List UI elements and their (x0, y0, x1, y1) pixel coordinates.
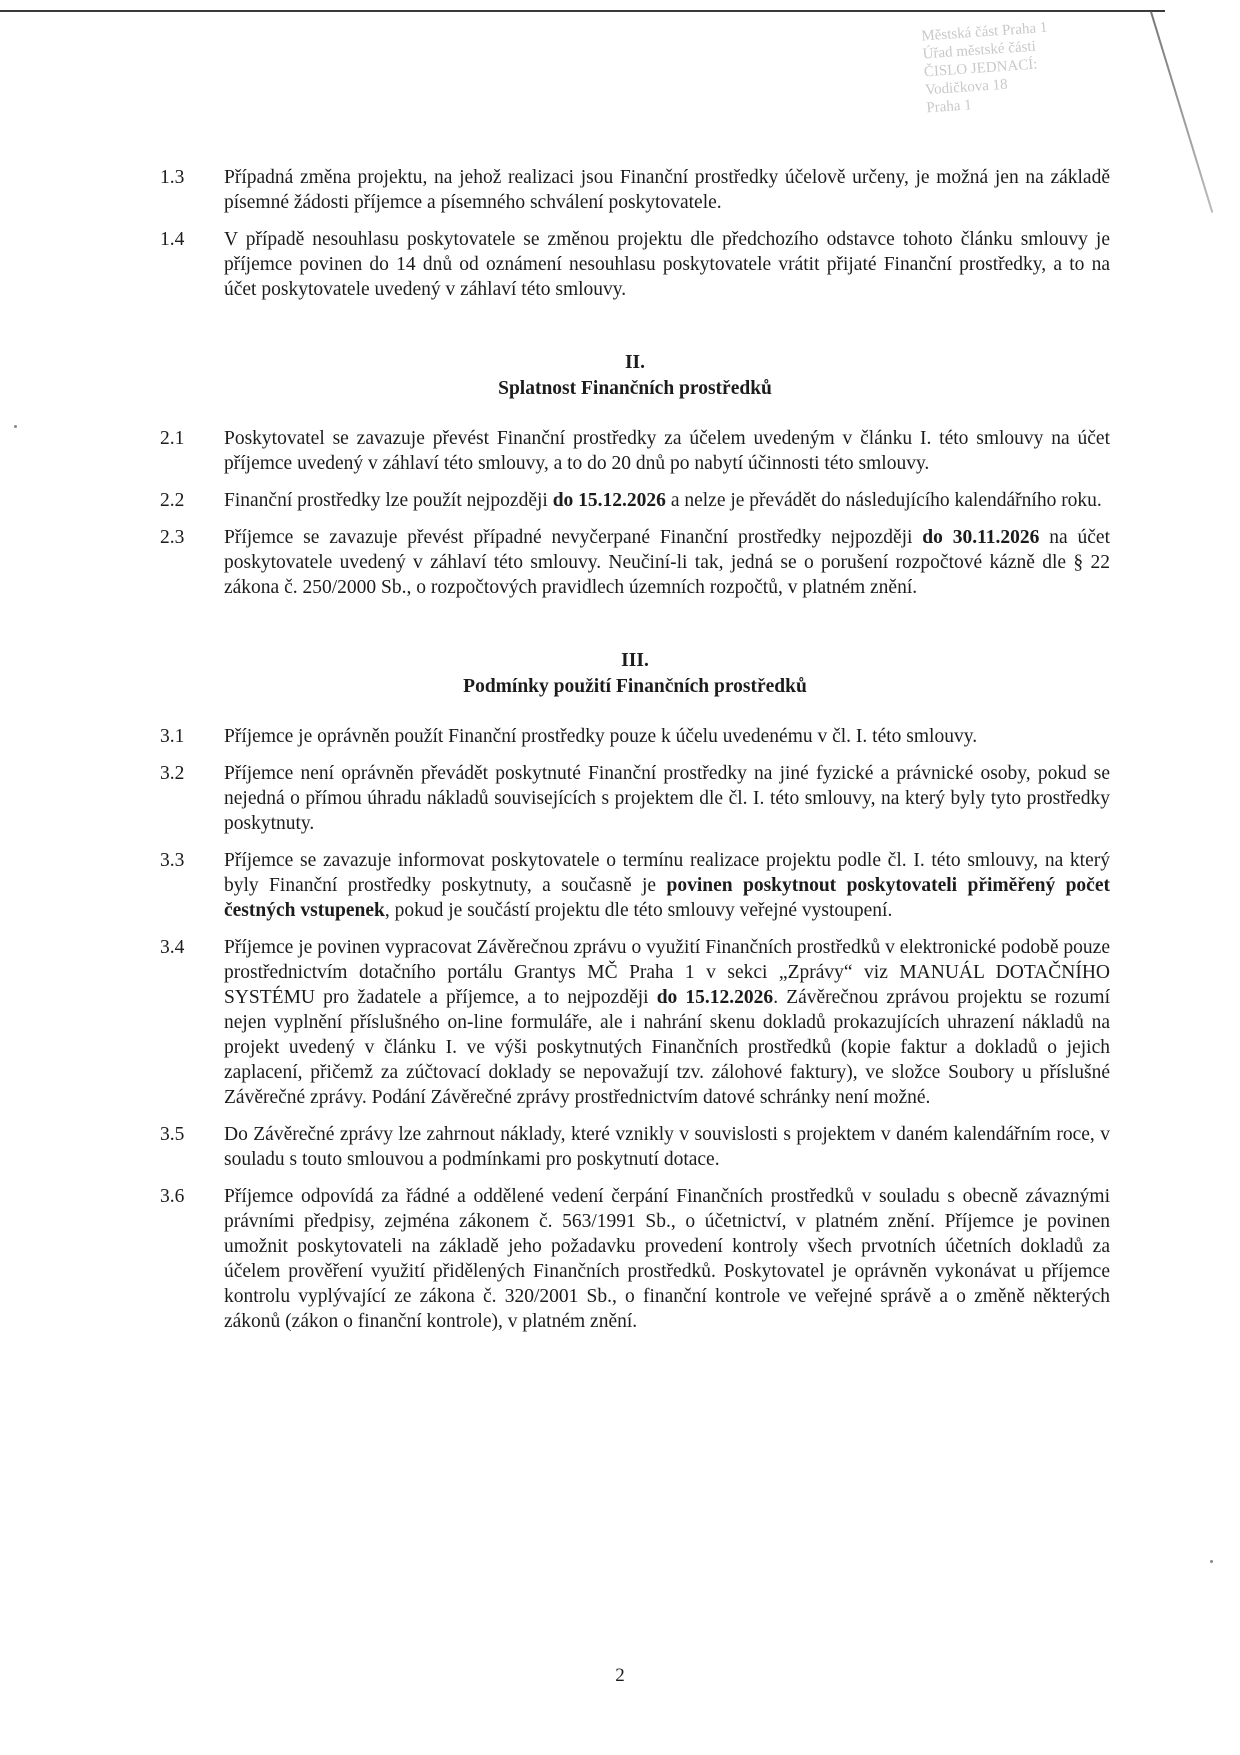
text-run: , pokud je součástí projektu dle této smlouvy veřejné vystoupení. (384, 900, 893, 921)
clause-number: 3.2 (160, 763, 185, 784)
clause-2-1 (160, 426, 1110, 476)
clause-number: 3.3 (160, 850, 185, 871)
clause-text (224, 488, 1110, 513)
stamp-line: Vodičkova 18 (924, 76, 1009, 99)
top-scan-rule (0, 10, 1165, 12)
clause-number: 3.5 (160, 1124, 185, 1145)
text-run: na účet poskytovatele uvedený v záhlaví této smlouvy. Neučiní-li tak, jedná se o porušení rozpočtové kázně dle § 22 zákona č. 250/2000 Sb., o rozpočtových pravidlech územních rozpočtů, v platném znění. (224, 527, 1110, 598)
stamp-line: ČISLO JEDNACÍ: (923, 56, 1038, 81)
clause-text (224, 525, 1110, 600)
clause-2-2 (160, 488, 1110, 513)
bold-deadline: do 15.12.2026 (552, 490, 666, 511)
document-body (160, 165, 1110, 1346)
clause-text: Do Závěrečné zprávy lze zahrnout náklady, které vznikly v souvislosti s projektem v daném kalendářním roce, v souladu s touto smlouvou a podmínkami pro poskytnutí dotace. (224, 1124, 1110, 1170)
clause-3-6 (160, 1184, 1110, 1334)
text-run: Finanční prostředky lze použít nejpozději (224, 490, 553, 511)
clause-text: Příjemce není oprávněn převádět poskytnuté Finanční prostředky na jiné fyzické a právnické osoby, pokud se nejedná o přímou úhradu nákladů souvisejících s projektem dle čl. I. této smlouvy, na který byly tyto prostředky poskytnuty. (224, 763, 1110, 834)
section-title: Podmínky použití Finančních prostředků (463, 676, 807, 697)
clause-text: V případě nesouhlasu poskytovatele se změnou projektu dle předchozího odstavce tohoto článku smlouvy je příjemce povinen do 14 dnů od oznámení nesouhlasu poskytovatele vrátit přijaté Finanční prostředky, a to na účet poskytovatele uvedený v záhlaví této smlouvy. (224, 229, 1110, 300)
text-run: Příjemce se zavazuje informovat poskytovatele o termínu realizace projektu podle čl. I. této smlouvy, na který byly Finanční prostředky poskytnuty, a současně je (224, 850, 1110, 896)
scan-speck (14, 425, 17, 428)
faded-stamp (921, 9, 1199, 158)
section-title: Splatnost Finančních prostředků (498, 378, 772, 399)
section-2-heading (160, 350, 1110, 402)
stamp-line: Městská část Praha 1 (920, 19, 1048, 45)
clause-1-4 (160, 227, 1110, 302)
clause-3-3 (160, 848, 1110, 923)
clause-3-1 (160, 724, 1110, 749)
scan-speck (1210, 1560, 1213, 1563)
clause-text (224, 935, 1110, 1110)
clause-number: 3.4 (160, 937, 185, 958)
clause-3-5 (160, 1122, 1110, 1172)
clause-text (224, 848, 1110, 923)
clause-number: 1.3 (160, 167, 185, 188)
text-run: . Závěrečnou zprávou projektu se rozumí nejen vyplnění příslušného on-line formuláře, ale i nahrání skenu dokladů prokazujících uhrazení nákladů na projekt uvedený v článku I. ve výši poskytnutých Finančních prostředků (kopie faktur a dokladů o jejich zaplacení, přičemž za zúčtovací doklady se nepovažují tzv. zálohové faktury), ve složce Soubory u příslušné Závěrečné zprávy. Podání Závěrečné zprávy prostřednictvím datové schránky není možné. (224, 987, 1111, 1108)
clause-3-2 (160, 761, 1110, 836)
clause-number: 3.6 (160, 1186, 185, 1207)
text-run: Příjemce se zavazuje převést případné nevyčerpané Finanční prostředky nejpozději (224, 527, 923, 548)
clause-number: 3.1 (160, 726, 185, 747)
page-number: 2 (615, 1665, 625, 1686)
clause-text: Příjemce je oprávněn použít Finanční prostředky pouze k účelu uvedenému v čl. I. této smlouvy. (224, 726, 978, 747)
clause-number: 1.4 (160, 229, 185, 250)
clause-number: 2.1 (160, 428, 185, 449)
clause-3-4 (160, 935, 1110, 1110)
stamp-line: Praha 1 (925, 97, 973, 117)
clause-number: 2.3 (160, 527, 185, 548)
text-run: Příjemce je povinen vypracovat Závěrečnou zprávu o využití Finančních prostředků v elektronické podobě pouze prostřednictvím dotačního portálu Grantys MČ Praha 1 v sekci „Zprávy“ viz MANUÁL DOTAČNÍHO SYSTÉMU pro žadatele a příjemce, a to nejpozději (224, 937, 1110, 1008)
stamp-line: Úřad městské části (922, 38, 1037, 63)
section-3-heading (160, 648, 1110, 700)
clause-text: Příjemce odpovídá za řádné a oddělené vedení čerpání Finančních prostředků v souladu s obecně závaznými právními předpisy, zejména zákonem č. 563/1991 Sb., o účetnictví, v platném znění. Příjemce je povinen umožnit poskytovateli na základě jeho požadavku provedení kontroly všech prvotních účetních dokladů za účelem prověření využití přidělených Finančních prostředků. Poskytovatel je oprávněn vykonávat u příjemce kontrolu vyplývající ze zákona č. 320/2001 Sb., o finanční kontrole ve veřejné správě a o změně některých zákonů (zákon o finanční kontrole), v platném znění. (224, 1186, 1110, 1332)
clause-text: Případná změna projektu, na jehož realizaci jsou Finanční prostředky účelově určeny, je možná jen na základě písemné žádosti příjemce a písemného schválení poskytovatele. (224, 167, 1110, 213)
clause-text: Poskytovatel se zavazuje převést Finanční prostředky za účelem uvedeným v článku I. této smlouvy na účet příjemce uvedený v záhlaví této smlouvy, a to do 20 dnů po nabytí účinnosti této smlouvy. (224, 428, 1110, 474)
bold-deadline: do 15.12.2026 (656, 987, 774, 1008)
clause-number: 2.2 (160, 490, 185, 511)
clause-1-3 (160, 165, 1110, 215)
section-roman-numeral: II. (624, 352, 646, 373)
section-roman-numeral: III. (621, 650, 649, 671)
clause-2-3 (160, 525, 1110, 600)
bold-deadline: do 30.11.2026 (922, 527, 1040, 548)
bold-obligation: povinen poskytnout poskytovateli přiměřený počet čestných vstupenek (224, 875, 1110, 921)
text-run: a nelze je převádět do následujícího kalendářního roku. (665, 490, 1102, 511)
